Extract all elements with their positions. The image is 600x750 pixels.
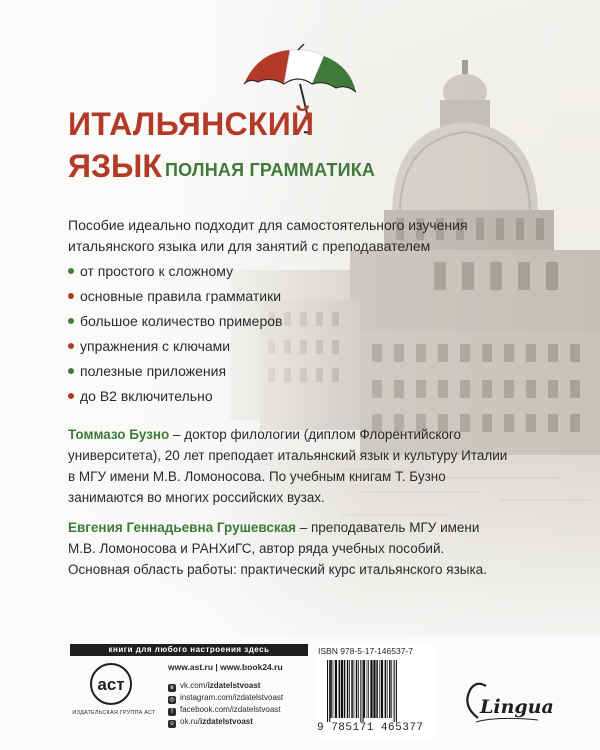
barcode-bar	[356, 660, 358, 718]
bullet-dot-icon	[68, 268, 74, 274]
barcode-bar	[339, 660, 341, 718]
barcode-bar	[351, 660, 353, 718]
barcode-bar	[347, 660, 349, 718]
barcode-bar	[329, 660, 330, 722]
barcode-bar	[389, 660, 391, 718]
barcode-bar	[341, 660, 343, 718]
barcode-bar	[330, 660, 332, 718]
barcode-bar	[364, 660, 366, 718]
author-bio-busno	[68, 424, 508, 508]
barcode-bar	[358, 660, 359, 718]
feature-item: до В2 включительно	[68, 388, 282, 413]
barcode-bar	[360, 660, 361, 722]
author-name: Евгения Геннадьевна Грушевская	[68, 520, 296, 535]
barcode-icon	[325, 660, 433, 722]
barcode-bar	[370, 660, 372, 718]
cover-footer	[0, 636, 600, 750]
intro-text: Пособие идеально подходит для самостоятельного изучения итальянского языка или для занятий с преподавателем	[68, 217, 468, 254]
barcode-bar	[363, 660, 364, 722]
book-title-line2: ЯЗЫК	[68, 148, 162, 184]
bullet-dot-icon	[68, 343, 74, 349]
ok-icon: о	[168, 720, 176, 728]
barcode-bar	[349, 660, 350, 718]
barcode-bar	[333, 660, 334, 718]
ast-logo-icon	[86, 662, 136, 706]
barcode-bar	[344, 660, 346, 718]
barcode-bar	[327, 660, 328, 722]
book-title-line1: ИТАЛЬЯНСКИЙ	[68, 106, 315, 142]
social-link-instagram[interactable]: ◎ instagram.com/izdatelstvoast	[169, 693, 284, 703]
barcode-bar	[385, 660, 387, 718]
book-subtitle: ПОЛНАЯ ГРАММАТИКА	[165, 160, 376, 180]
barcode-bar	[376, 660, 378, 718]
feature-list	[68, 263, 282, 413]
barcode-bar	[381, 660, 383, 718]
barcode-bar	[373, 660, 375, 718]
feature-item: основные правила грамматики	[68, 288, 282, 313]
lingua-logo-text: Lingua	[480, 696, 554, 718]
barcode-bar	[368, 660, 369, 718]
author-bio-text: – доктор филологии (диплом Флорентийского университета), 20 лет преподает итальянский язык и культуру Италии в МГУ имени М.В. Ломоносова. По учебным книгам Т. Бузно занимаются во многих российских вузах.	[68, 427, 508, 505]
barcode-block	[317, 646, 437, 738]
lingua-imprint-logo	[458, 676, 554, 726]
barcode-bar	[379, 660, 380, 718]
publisher-tagline: книги для любого настроения здесь	[70, 644, 308, 656]
feature-item: большое количество примеров	[68, 313, 282, 338]
social-links	[168, 680, 283, 728]
author-name: Томмазо Бузно	[68, 427, 170, 442]
barcode-bar	[387, 660, 388, 718]
barcode-bar	[391, 660, 392, 718]
bullet-dot-icon	[68, 318, 74, 324]
ean-number: 9 785171 465377	[317, 722, 424, 734]
facebook-icon: f	[168, 708, 176, 716]
social-link-facebook[interactable]: f facebook.com/izdatelstvoast	[168, 704, 283, 716]
publisher-websites[interactable]: www.ast.ru | www.book24.ru	[168, 662, 283, 672]
feature-item: полезные приложения	[68, 363, 282, 388]
barcode-bar	[396, 660, 397, 722]
barcode-bar	[335, 660, 337, 718]
publisher-name: ИЗДАТЕЛЬСКАЯ ГРУППА АСТ	[72, 710, 156, 716]
social-link-ok[interactable]: о ok.ru/izdatelstvoast	[168, 716, 283, 728]
barcode-bar	[394, 660, 395, 722]
feature-item: от простого к сложному	[68, 263, 282, 288]
barcode-bar	[367, 660, 368, 718]
bullet-dot-icon	[68, 368, 74, 374]
bullet-dot-icon	[68, 293, 74, 299]
author-bio-text: – преподаватель МГУ имени М.В. Ломоносова и РАНХиГС, автор ряда учебных пособий. Основная область работы: практический курс итальянского языка.	[68, 520, 487, 577]
vk-icon: в	[168, 684, 176, 692]
barcode-bar	[354, 660, 355, 718]
ast-logo-text: аст	[97, 675, 125, 694]
instagram-icon: ◎	[169, 697, 175, 703]
social-link-vk[interactable]: в vk.com/izdatelstvoast	[168, 680, 283, 692]
bullet-dot-icon	[68, 393, 74, 399]
author-bio-grushevskaya	[68, 517, 508, 580]
isbn-number: ISBN 978-5-17-146537-7	[318, 646, 413, 656]
feature-item: упражнения с ключами	[68, 338, 282, 363]
